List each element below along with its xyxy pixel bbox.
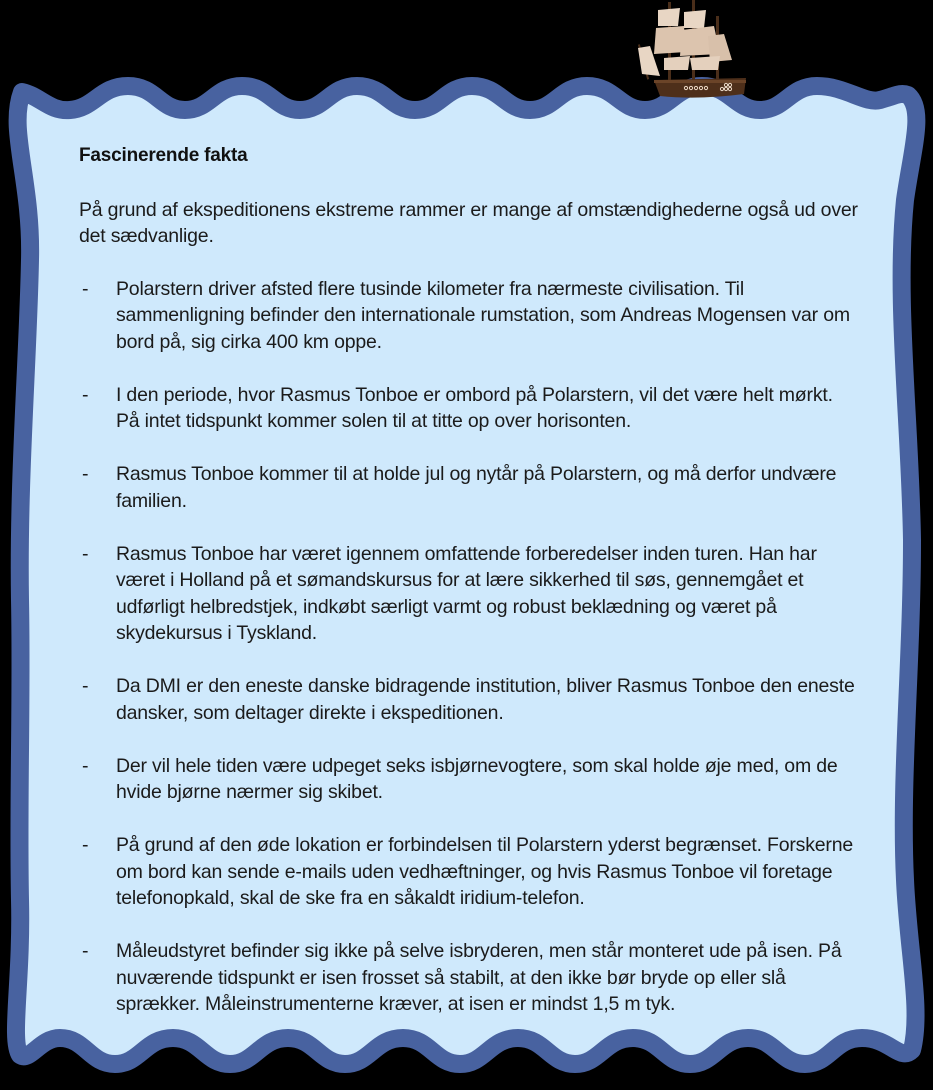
dash-bullet: - xyxy=(82,277,89,300)
fact-item xyxy=(79,938,859,1018)
fact-item xyxy=(79,541,859,647)
facts-panel xyxy=(79,143,859,1044)
fact-text: Polarstern driver afsted flere tusinde kilometer fra nærmeste civilisation. Til sammenligning befinder den internationale rumstation, som Andreas Mogensen var om bord på, sig cirka 400 km oppe. xyxy=(116,277,850,353)
intro-paragraph: På grund af ekspeditionens ekstreme rammer er mange af omstændighederne også ud over det sædvanlige. xyxy=(79,198,858,247)
dash-bullet: - xyxy=(82,675,89,697)
fact-text: Rasmus Tonboe har været igennem omfattende forberedelser inden turen. Han har været i Holland på et sømandskursus for at lære sikkerhed til søs, gennemgået et udførligt helbredstjek, indkøbt særligt varmt og robust beklædning og været på skydekursus i Tyskland. xyxy=(116,542,817,644)
dash-bullet: - xyxy=(82,463,89,485)
dash-bullet: - xyxy=(82,834,89,856)
fact-item xyxy=(79,382,859,435)
fact-text: På grund af den øde lokation er forbindelsen til Polarstern yderst begrænset. Forskerne om bord kan sende e-mails uden vedhæftninger, og hvis Rasmus Tonboe vil foretage telefonopkald, skal de ske fra en såkaldt iridium-telefon. xyxy=(116,834,854,909)
page-title: Fascinerende fakta xyxy=(79,145,248,166)
fact-text: Der vil hele tiden være udpeget seks isbjørnevogtere, som skal holde øje med, om de hvide bjørne nærmer sig skibet. xyxy=(116,754,838,803)
fact-item xyxy=(79,461,859,514)
fact-text: Måleudstyret befinder sig ikke på selve isbryderen, men står monteret ude på isen. På nuværende tidspunkt er isen frosset så stabilt, at den ikke bør bryde op eller slå sprækker. Måleinstrumenterne kræver, at isen er mindst 1,5 m tyk. xyxy=(116,940,842,1015)
fact-item xyxy=(79,276,859,356)
fact-item xyxy=(79,832,859,912)
sailing-ship-icon xyxy=(628,0,768,100)
fact-list xyxy=(79,276,859,1018)
fact-text: I den periode, hvor Rasmus Tonboe er ombord på Polarstern, vil det være helt mørkt. På intet tidspunkt kommer solen til at titte op over horisonten. xyxy=(116,383,833,432)
fact-item xyxy=(79,753,859,806)
dash-bullet: - xyxy=(82,383,89,406)
fact-text: Da DMI er den eneste danske bidragende institution, bliver Rasmus Tonboe den eneste dansker, som deltager direkte i ekspeditionen. xyxy=(116,675,855,724)
fact-item xyxy=(79,673,859,726)
dash-bullet: - xyxy=(82,754,89,777)
dash-bullet: - xyxy=(82,542,89,565)
fact-text: Rasmus Tonboe kommer til at holde jul og nytår på Polarstern, og må derfor undvære familien. xyxy=(116,463,837,512)
dash-bullet: - xyxy=(82,940,89,962)
